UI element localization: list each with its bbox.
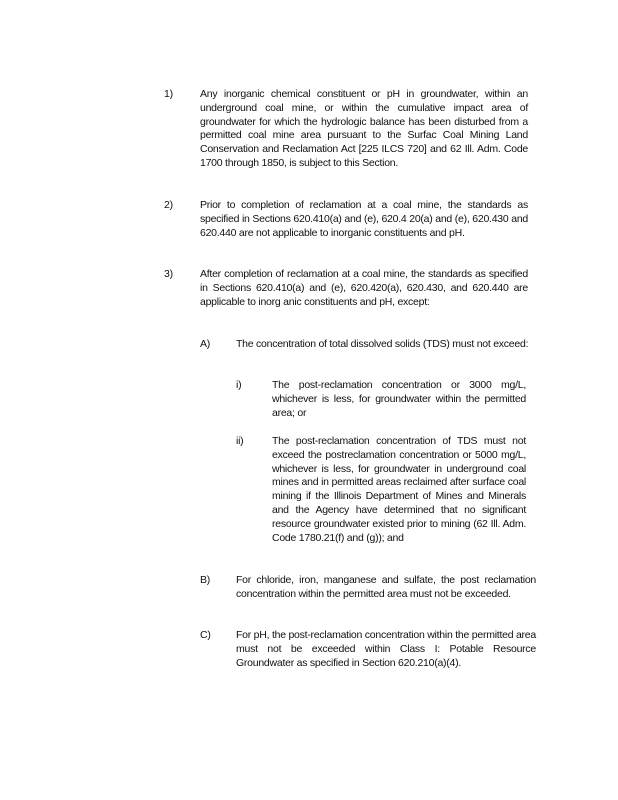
item-text: After completion of reclamation at a coal mine, the standards as specified in Sections 620.410(a) and (e), 620.420(a), 620.430, and 620.440 are applicable to inorg anic constituents and pH, except:	[200, 268, 528, 308]
item-text: For pH, the post-reclamation concentration within the permitted area must not be exceeded within Class I: Potable Resource Groundwater as specified in Section 620.210(a)(4).	[236, 629, 536, 669]
item-text: Any inorganic chemical constituent or pH in groundwater, within an underground coal mine, or within the cumulative impact area of groundwater for which the hydrologic balance has been disturbed from a permitted coal mine area pursuant to the Surfac Coal Mining Land Conservation and Reclamation Act [225 ILCS 720] and 62 Ill. Adm. Code 1700 through 1850, is subject to this Section.	[200, 88, 528, 169]
item-number: A)	[200, 338, 210, 350]
item-number: B)	[200, 574, 210, 586]
item-text: The concentration of total dissolved solids (TDS) must not exceed:	[236, 338, 529, 350]
item-text: For chloride, iron, manganese and sulfate, the post reclamation concentration within the permitted area must not be exceeded.	[236, 574, 536, 600]
item-number: 2)	[164, 199, 173, 211]
item-number: C)	[200, 629, 211, 641]
item-number: i)	[236, 379, 242, 391]
item-number: ii)	[236, 435, 244, 447]
item-number: 1)	[164, 88, 173, 100]
item-text: The post-reclamation concentration of TDS must not exceed the postreclamation concentration or 5000 mg/L, whichever is less, for groundwater in underground coal mines and in permitted areas reclaimed after surface coal mining if the Illinois Department of Mines and Minerals and the Agency have determined that no significant resource groundwater existed prior to mining (62 Ill. Adm. Code 1780.21(f) and (g)); and	[272, 435, 526, 544]
item-number: 3)	[164, 268, 173, 280]
item-text: Prior to completion of reclamation at a coal mine, the standards as specified in Sections 620.410(a) and (e), 620.4 20(a) and (e), 620.430 and 620.440 are not applicable to inorganic constituents and pH.	[200, 199, 528, 239]
item-text: The post-reclamation concentration or 3000 mg/L, whichever is less, for groundwater within the permitted area; or	[272, 379, 526, 419]
